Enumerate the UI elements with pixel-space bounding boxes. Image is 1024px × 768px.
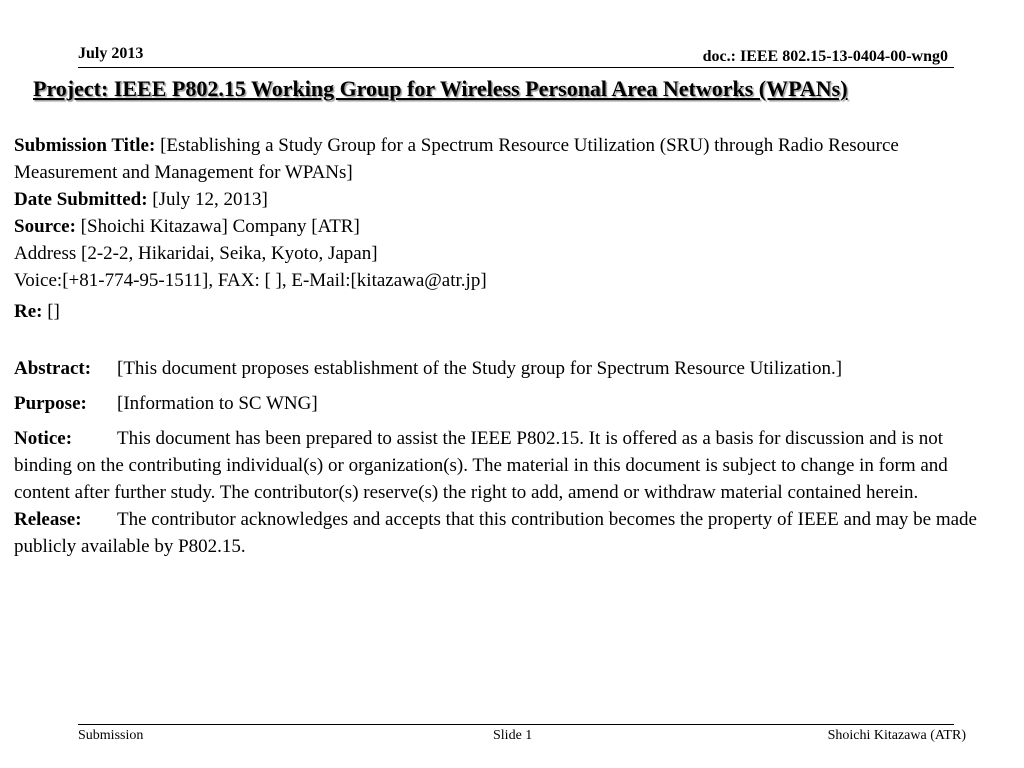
- source-value: [Shoichi Kitazawa] Company [ATR]: [80, 216, 360, 237]
- submission-title-value: [Establishing a Study Group for a Spectrum Resource Utilization (SRU) through Radio Resource Measurement and Management for WPANs]: [14, 135, 899, 183]
- header-doc-id: doc.: IEEE 802.15-13-0404-00-wng0: [702, 48, 948, 65]
- re-line: [14, 298, 1004, 325]
- submission-title-line: [14, 132, 1004, 186]
- purpose-line: [14, 390, 1004, 417]
- footer-submission: Submission: [78, 728, 144, 743]
- source-label: Source:: [14, 216, 76, 237]
- footer-slide-number: Slide 1: [493, 728, 533, 743]
- address-line: Address [2-2-2, Hikaridai, Seika, Kyoto, Japan]: [14, 243, 378, 264]
- contact-line: Voice:[+81-774-95-1511], FAX: [ ], E-Mail:[kitazawa@atr.jp]: [14, 270, 487, 291]
- release-value: The contributor acknowledges and accepts that this contribution becomes the property of IEEE and may be made publicly available by P802.15.: [14, 509, 977, 557]
- purpose-value: [Information to SC WNG]: [117, 393, 318, 414]
- re-label: Re:: [14, 301, 43, 322]
- header-divider: [78, 67, 954, 68]
- date-submitted-value: [July 12, 2013]: [152, 189, 268, 210]
- notice-value: This document has been prepared to assist the IEEE P802.15. It is offered as a basis for discussion and is not binding on the contributing individual(s) or organization(s). The material in this document is subject to change in form and content after further study. The contributor(s) reserve(s) the right to add, amend or withdraw material contained herein.: [14, 428, 948, 503]
- source-line: [14, 213, 1004, 240]
- date-submitted-label: Date Submitted:: [14, 189, 148, 210]
- date-submitted-line: [14, 186, 1004, 213]
- header-date: July 2013: [78, 45, 144, 62]
- footer-divider: [78, 724, 954, 725]
- release-paragraph: [14, 506, 1004, 560]
- project-title: Project: IEEE P802.15 Working Group for Wireless Personal Area Networks (WPANs): [33, 76, 848, 101]
- submission-body: [14, 132, 1004, 560]
- re-value: []: [47, 301, 60, 322]
- abstract-line: [14, 355, 1004, 382]
- abstract-label: Abstract:: [14, 358, 92, 379]
- notice-label: Notice:: [14, 428, 73, 449]
- purpose-label: Purpose:: [14, 393, 87, 414]
- submission-title-label: Submission Title:: [14, 135, 156, 156]
- footer-author: Shoichi Kitazawa (ATR): [827, 728, 966, 743]
- notice-paragraph: [14, 425, 1004, 506]
- release-label: Release:: [14, 509, 82, 530]
- abstract-value: [This document proposes establishment of the Study group for Spectrum Resource Utilization.]: [117, 358, 843, 379]
